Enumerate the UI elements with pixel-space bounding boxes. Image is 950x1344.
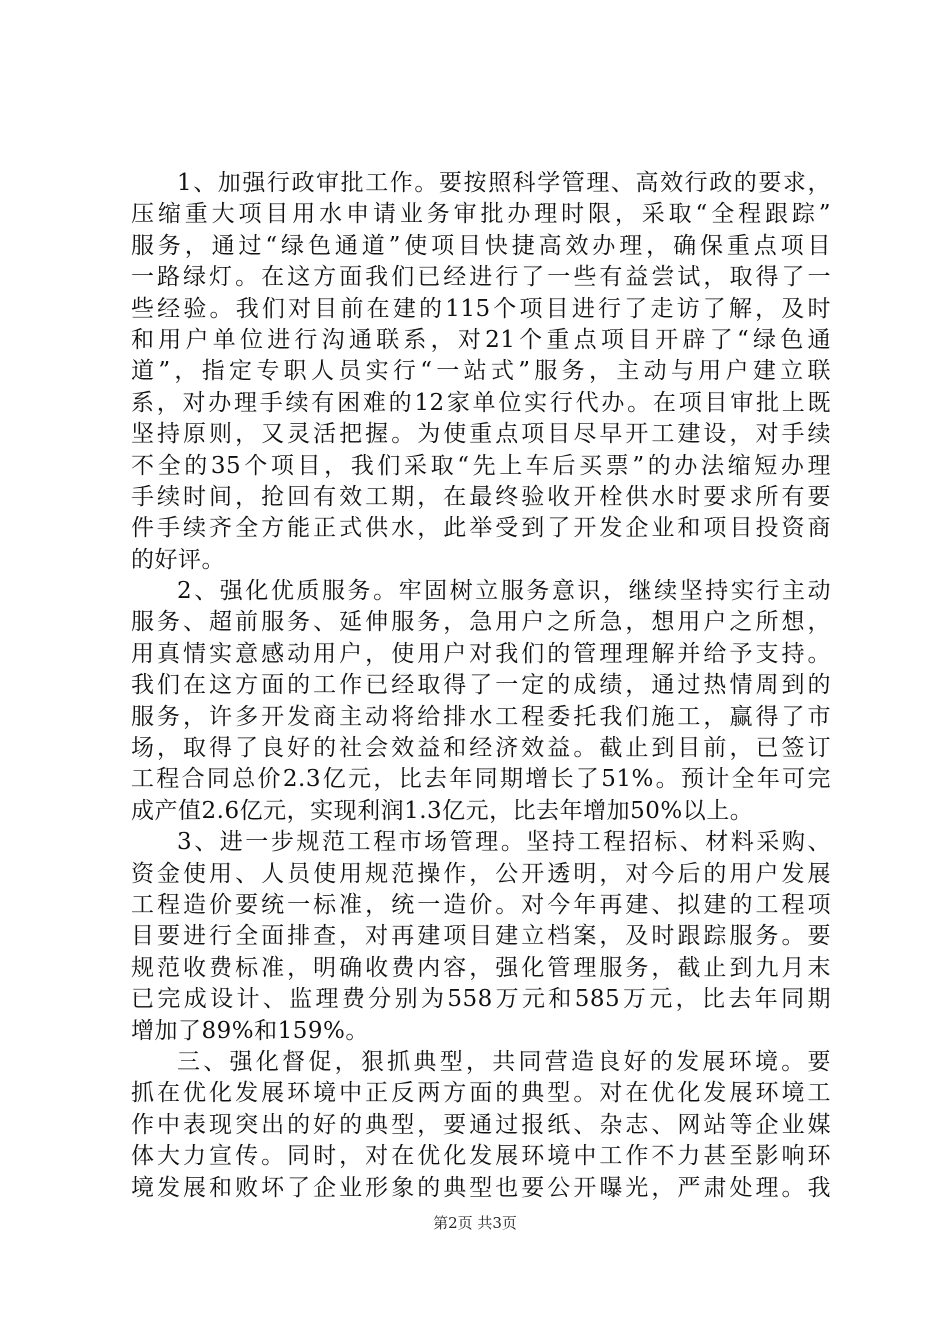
text-line: 2、强化优质服务。牢固树立服务意识，继续坚持实行主动 [177, 578, 831, 605]
text-line: 我们在这方面的工作已经取得了一定的成绩，通过热情周到的 [131, 672, 831, 699]
text-line: 目要进行全面排查，对再建项目建立档案，及时跟踪服务。要 [131, 923, 831, 950]
text-line: 服务，通过“绿色通道”使项目快捷高效办理，确保重点项目 [131, 232, 831, 259]
text-line: 境发展和败坏了企业形象的典型也要公开曝光，严肃处理。我 [131, 1174, 831, 1201]
text-line: 件手续齐全方能正式供水，此举受到了开发企业和项目投资商 [131, 515, 831, 542]
text-line: 资金使用、人员使用规范操作，公开透明，对今后的用户发展 [131, 860, 831, 887]
page-footer: 第2页 共3页 [433, 1214, 517, 1232]
text-line: 已完成设计、监理费分别为558万元和585万元，比去年同期 [131, 986, 831, 1013]
text-line: 场，取得了良好的社会效益和经济效益。截止到目前，已签订 [131, 735, 831, 762]
text-line: 规范收费标准，明确收费内容，强化管理服务，截止到九月末 [131, 954, 831, 981]
text-line: 系，对办理手续有困难的12家单位实行代办。在项目审批上既 [131, 389, 831, 416]
text-line: 1、加强行政审批工作。要按照科学管理、高效行政的要求， [177, 170, 831, 196]
text-line: 服务、超前服务、延伸服务，急用户之所急，想用户之所想， [131, 609, 831, 636]
text-line: 手续时间，抢回有效工期，在最终验收开栓供水时要求所有要 [131, 483, 831, 510]
text-line: 的好评。 [131, 546, 225, 573]
text-line: 工程合同总价2.3亿元，比去年同期增长了51%。预计全年可完 [131, 766, 831, 793]
document-body [131, 168, 831, 1204]
text-line: 服务，许多开发商主动将给排水工程委托我们施工，赢得了市 [131, 703, 831, 730]
text-line: 一路绿灯。在这方面我们已经进行了一些有益尝试，取得了一 [131, 264, 831, 291]
text-line: 工程造价要统一标准，统一造价。对今年再建、拟建的工程项 [131, 891, 831, 918]
text-line: 和用户单位进行沟通联系，对21个重点项目开辟了“绿色通 [131, 326, 831, 353]
text-line: 作中表现突出的好的典型，要通过报纸、杂志、网站等企业媒 [131, 1111, 831, 1138]
text-line: 三、强化督促，狠抓典型，共同营造良好的发展环境。要 [177, 1048, 831, 1075]
text-line: 成产值2.6亿元，实现利润1.3亿元，比去年增加50%以上。 [131, 797, 754, 824]
text-line: 不全的35个项目，我们采取“先上车后买票”的办法缩短办理 [131, 452, 831, 479]
text-line: 用真情实意感动用户，使用户对我们的管理理解并给予支持。 [131, 640, 831, 667]
text-line: 抓在优化发展环境中正反两方面的典型。对在优化发展环境工 [131, 1080, 831, 1107]
text-line: 3、进一步规范工程市场管理。坚持工程招标、材料采购、 [177, 829, 831, 856]
text-line: 道”，指定专职人员实行“一站式”服务，主动与用户建立联 [131, 358, 831, 385]
text-line: 体大力宣传。同时，对在优化发展环境中工作不力甚至影响环 [131, 1143, 831, 1170]
text-line: 压缩重大项目用水申请业务审批办理时限，采取“全程跟踪” [131, 201, 831, 228]
text-line: 些经验。我们对目前在建的115个项目进行了走访了解，及时 [131, 295, 831, 322]
text-line: 增加了89%和159%。 [131, 1017, 369, 1044]
text-line: 坚持原则，又灵活把握。为使重点项目尽早开工建设，对手续 [131, 421, 831, 448]
